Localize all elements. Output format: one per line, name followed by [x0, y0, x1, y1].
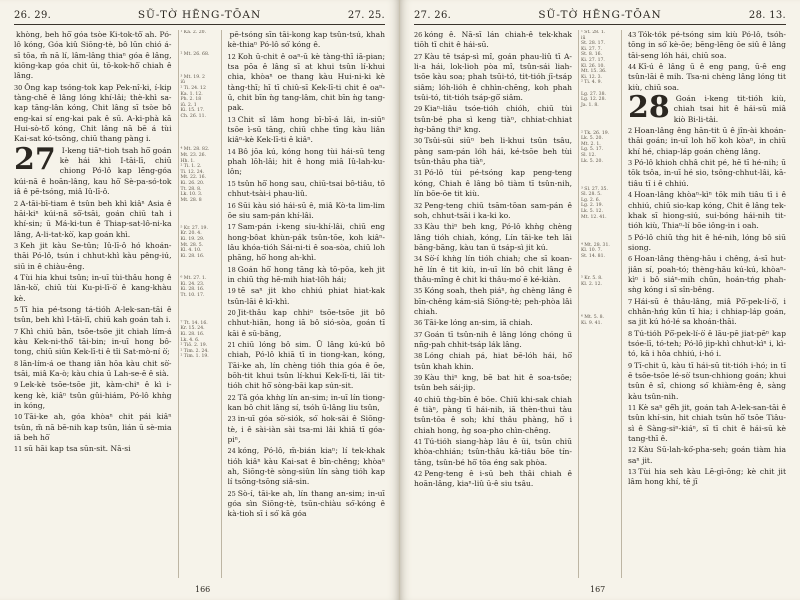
left-head-ref-start: 26. 29.: [14, 9, 52, 21]
verse-number: 19: [227, 287, 236, 296]
verse-number: 39: [414, 374, 423, 382]
verse-paragraph: [414, 330, 572, 351]
verse-text: Tāi-ke ah, góa khòaⁿ chit pái kiâⁿ tsûn, m̄ nā bē-nih kap tsûn, lián ū sè-mia iā beh hō͘: [14, 412, 172, 443]
verse-text: Sam-pán i-keng siu-khí-lâi, chiū eng hong-bôat khùn-pák tsûn-tōe, koh kiâⁿ-lâu khóa-tióh Sái-ni-ti ê soa-sòa, chiū loh phāng, hō͘ hong ah-khì.: [227, 222, 385, 263]
verse-text: Pó-lô khioh chhâ chit pé, hē tī hé-nih; ū tōk tsôa, in-uī hé sio, tsông-chhut-lâi, kā-tiâu tī i ê chhiú.: [628, 158, 786, 188]
verse-text: Kiaⁿ-liâu tsóe-tióh chióh, chiū tùi tsûn-bé pha sì keng tiàⁿ, chhiat-chhiat ǹg-bāng thiⁿ kng.: [414, 104, 572, 135]
verse-text: Chit sî lâm hong bī-bī-á lâi, in-siūⁿ tsōe ì-sū tāng, chiū chhe tīng kàu liân kiâⁿ-kè Kek-lī-ti ê kiâⁿ.: [227, 114, 385, 145]
verse-text: Peng-teng ê i-sū beh thâi chiah ê hoān-lâng, kiaⁿ-liû ū-ê siu tsâu.: [414, 469, 572, 489]
verse-text: in-uī góa sò͘-siók, só͘ hok-sāi ê Siōng-tè, i ê sài-iàn sài tsa-mi lâi khiā tī góa-piⁿ,: [227, 414, 385, 445]
verse-text: sū hāi kap tsa sūn-sit. Nā-si: [24, 444, 131, 454]
verse-paragraph: [228, 340, 386, 392]
verse-paragraph: [414, 201, 572, 222]
verse-paragraph: [14, 30, 172, 82]
verse-paragraph: [414, 469, 572, 490]
verse-number: 18: [227, 265, 236, 274]
verse-paragraph: [414, 437, 572, 468]
verse-text: Tùi hia seh kàu Lē-gì-ōng; kè chit jit lâm hong khí, tē jī: [628, 467, 786, 487]
verse-number: 11: [14, 445, 23, 454]
verse-number: 4: [14, 273, 19, 282]
verse-number: 20: [227, 308, 236, 317]
verse-paragraph: [414, 254, 572, 285]
verse-text: Hoan-lâng khòaⁿ-kìⁿ tōk mih tiâu tī i ê chhiú, chiū sio-kap kóng, Chit ê lâng tek-khak sī hiong-siú, sui-bóng hái-nih tit-tióh kiù, Thiaⁿ-lí bōe iông-in i oah.: [628, 190, 786, 231]
verse-text: Sò͘-í khǹg lín tióh chiah; che sī koan-hē lín ê tit kiù, in-uī lín bô chit lâng ê thâu-mîng ê chit ki thâu-mo͘ ē ké-kiàn.: [414, 254, 572, 284]
verse-number: 15: [227, 179, 236, 188]
verse-paragraph: [628, 403, 786, 444]
left-page-number: 166: [195, 585, 211, 594]
verse-text: kóng, Pó-lô, m̄-bián kiaⁿ; lí tek-khak tióh kiâⁿ kàu Kai-sat ê bīn-chêng; khòaⁿ ah, Siōng-tè sòng-siûn lín sàng tióh kap lí tsōng-tsōng siâ-sin.: [227, 446, 385, 487]
verse-number: 42: [414, 470, 423, 479]
left-head-rule: [14, 24, 385, 25]
verse-paragraph: [228, 446, 386, 487]
verse-paragraph: [414, 104, 572, 135]
verse-text: Kàu thiⁿ kng, bē bat hit ê soa-tsôe; tsûn beh sái-jip.: [414, 373, 572, 393]
verse-text: Tī hia pé-tsong tá-tióh A-lek-san-tāi ê tsûn, beh khì I-tāi-lī, chiū kah goán tah i.: [14, 304, 172, 325]
verse-number: 7: [14, 327, 19, 336]
verse-text: Sūi kàu sió hái-sū ê, miâ Kò-ta lim-lim ōe siu sam-pán khí-lâi.: [227, 200, 385, 220]
verse-number: 4: [628, 191, 633, 200]
verse-paragraph: [228, 115, 386, 146]
left-col2-verses: [228, 30, 386, 520]
verse-number: 13: [628, 468, 637, 477]
verse-number: 34: [414, 255, 423, 264]
left-col1-verses: [14, 30, 172, 145]
verse-paragraph: [628, 445, 786, 466]
verse-number: 16: [227, 201, 236, 210]
verse-text: Tók-tók pé-tsóng sim kiù Pó-lô, tsóh-tōng in só͘ kè-ōe; bēng-lēng ōe siû ê lâng tāi-seng lóh hái, chiū soa.: [628, 30, 786, 60]
verse-number: 32: [414, 201, 423, 210]
left-column-2: [228, 30, 386, 578]
right-running-head: [414, 8, 786, 22]
verse-number: 36: [414, 319, 423, 328]
verse-number: 21: [227, 340, 236, 349]
verse-paragraph: [628, 62, 786, 93]
verse-text: I-keng tiāⁿ-tioh tsah hō͘ goán kè hái khì I-tāi-lī, chiū chiong Pó-lô kap lēng-góa kúi-nā ê hoān-lâng, kau hō͘ Sè-pa-só-tok iâ ê pē-tsóng, miâ Iû-lī-ô.: [14, 145, 172, 197]
verse-text: Tāi-ke lóng an-sim, iā chiah.: [424, 318, 533, 328]
verse-number: 37: [414, 330, 423, 339]
verse-text: Khì chiū bān, tsōe-tsōe jit chiah lím-á kàu Kek-ni-thô͘ tāi-bin; in-uī hong bô-tong, chiū siûn Kek-lī-ti ê tîi Sat-mò-ní ò͘;: [14, 326, 172, 357]
left-head-ref-end: 27. 25.: [347, 9, 385, 21]
verse-number: 27: [414, 52, 423, 61]
verse-text: Peng-teng chiū tsām-tōan sam-pán ê soh, chhut-tsāi i ka-ki ko.: [414, 200, 572, 220]
verse-number: 9: [14, 381, 19, 390]
verse-number: 44: [628, 63, 637, 72]
verse-paragraph: [14, 83, 172, 145]
verse-number: 2: [628, 127, 633, 136]
verse-paragraph: [414, 395, 572, 436]
right-head-ref-end: 28. 13.: [748, 9, 786, 21]
verse-number: 41: [414, 438, 423, 447]
verse-number: 8: [14, 359, 19, 368]
verse-text: chiū lóng bô sim. Ū lâng kú-kú bô chiah, Pó-lô khiā tī in tiong-kan, kóng, Tāi-ke ah, lín chèng tióh thia góa ê ōe, bōh-tit khui tsûn lí-khui Kek-lī-ti, lāi tit-tióh chit hō͘ sòng-bāi kap sún-sit.: [227, 339, 385, 391]
verse-text: Hoan-lâng êng hān-tit ū ê jîn-ài khoán-thāi goán; in-uī loh hō͘ koh kòaⁿ, in chiū khí hé, chiap-láp goán chèng lâng.: [628, 126, 786, 156]
verse-paragraph: [628, 158, 786, 189]
verse-paragraph: [414, 222, 572, 253]
left-cross-references: ¹ Ka. 2. 20. ² Mt. 26. 68. ³ Mt. 19. 2 iū ² Ti. 24. 12 Ka. 1. 12. Ph. 2. 18 iū. 2. 1 Ki. 15. 17. Ch. 26. 11. ⁴ Mt. 28. 82. Mt. 23. 26. Hh. 1. ² Ti. 1. 2. Ti. 12. 24. Mt. 22. 16. Ki. 26. 20. Tt. 28. 8. Lk. 10. 3. Mt. 28. 8 ⁵ Kr. 27. 19. Kr. 20. 4. Ki. 19. 29. Mt. 28. 5. Kl. 4. 10. Ki. 28. 16. ⁶ Mt. 27. 1. Ki. 24. 23. Ki. 28. 16. Tt. 10. 17. ⁷ Tt. 14. 16. Kr. 15. 24. Ki. 28. 16. Lk. 4. 6. ² Tiō. 2. 19. ² Tim. 2. 24. ² Tim. 1. 19.: [178, 30, 222, 578]
verse-text: Lek-kè tsōe-tsōe jit, kàm-chiⁿ ê kì i-keng kè, kiâⁿ tsûn gûi-hiám, Pó-lô khǹg in kóng,: [14, 380, 172, 411]
verse-paragraph: [414, 136, 572, 167]
verse-text: Kàu tē tsáp-sì mî, goán phau-liû tī A-li-a hái, lok-lioh pòa mî, tsûn-sái liah-tsōe kàu soa; phah tsūi-tó, tit-tióh jī-tsáp siâm; lóh-lióh ê chhìn-chēng, koh phah tsûi-tó, tit-tióh tsáp-gō͘ siâm.: [414, 51, 572, 103]
verse-text: Koh ū-chit ê oaⁿ-ū kè tàng-thī iā-pian; tsa pōa ê lâng sī at khui tsûn lí-khui chia, khòaⁿ oe thang kàu Hui-ni-ki kè tàng-thī; hī tī chiû-sī Kek-lī-ti chit ê oaⁿ-ū, chit bīn ǹg tang-lâm, chit bīn ǹg tang-pak.: [227, 51, 385, 113]
verse-text: lān-lím-á oe thang iân hōa kàu chit sò͘-tsāi, miâ Ka-ò; kàu chia ū Lah-se-ē ê sià.: [14, 358, 172, 378]
right-column-2: [628, 30, 786, 578]
right-col2-verses: [628, 30, 786, 93]
verse-number: 26: [414, 31, 423, 39]
verse-paragraph: [414, 373, 572, 394]
verse-text: Hoan-lâng thèng-hāu i chêng, á-sī hut-jiân sí, poah-tó; thèng-hāu kú-kú, khòaⁿ-kìⁿ i bô siáⁿ-mih chūn, hoán-tńg phah-sǹg kóng i sī sîn-bêng.: [628, 254, 786, 295]
verse-number: 43: [628, 31, 637, 39]
verse-paragraph: [228, 52, 386, 114]
verse-number: 33: [414, 223, 423, 232]
verse-text: kóng ê. Nā-sī lán chiah-ê tek-khak tiōh tī chit ê hái-sū.: [414, 30, 572, 50]
verse-number: 13: [227, 115, 236, 124]
verse-paragraph: [228, 179, 386, 200]
verse-number: 2: [14, 199, 19, 208]
verse-text: A-tāi-bī-tiam ê tsûn beh khì kiâⁿ Asia ê hāi-kiⁿ kúi-nā sō͘-tsāi, goán chiū tah i khí-sin; ū Má-ki-tun ê Thiap-sat-lô-ni-ka lâng, A-li-tat-kò͘, kap goán khì.: [14, 198, 172, 239]
right-cross-references: ¹ St. 28. 1. iū St. 28. 17. Ki. 27. 7. St. 8. 16. Ki. 27. 17. Kl. 26. 10. Mt. 15. 36. Ki. 12. 3. ² Ti. 4. 9. Lg. 27. 38. Lg. 12. 28. Ja. 1. 8. ² Tk. 26. 19. Lk. 5. 20. Mt. 2. 1. Lg. 5. 17. Sl. 12. Lk. 5. 20. ³ Sl. 27. 35. Sl. 28. 5. Lg. 2. 6. Lg. 2. 19. Lk. 5. 12. Mt. 12. 41. ⁴ Mt. 28. 31. Kl. 10. 7. St. 14. 81. ⁵ Kr. 5. 8. Kl. 2. 12. ⁶ Mt. 5. 8. Ki. 9. 41.: [578, 30, 622, 578]
left-col1b-verses: [14, 141, 172, 455]
verse-text: Kàu thiⁿ beh kng, Pó-lô khǹg chèng lâng tióh chiah, kóng, Lín tāi-ke teh lāi bāng-bāng, kàu tan ū tsáp-sì jit kú.: [414, 222, 572, 252]
verse-paragraph: [14, 412, 172, 443]
verse-paragraph: [228, 201, 386, 222]
verse-number: 30: [414, 137, 423, 146]
verse-paragraph: [14, 444, 172, 454]
verse-text: Keh jit kàu Se-tûn; Iû-lī-ô hó khoán-thāi Pó-lô, tsún i chhut-khì kàu pêng-iú, siū in ê chiàu-êng.: [14, 240, 172, 271]
verse-paragraph: [414, 286, 572, 317]
chapter-number-27: 27: [14, 141, 56, 177]
verse-paragraph: [414, 351, 572, 372]
right-col1-verses: [414, 30, 572, 490]
verse-text: Kóng soah, theh piáⁿ, ǹg chèng lâng ê bīn-chêng kám-siā Siōng-tè; peh-phòa lâi chiah.: [414, 286, 572, 316]
right-col2b-verses: [628, 90, 786, 488]
verse-paragraph: [228, 147, 386, 178]
verse-paragraph: [228, 30, 386, 51]
verse-number: 31: [414, 169, 423, 178]
verse-number: 25: [227, 489, 236, 498]
verse-paragraph: [228, 489, 386, 520]
verse-paragraph: [14, 199, 172, 240]
verse-text: Pó-lô tùi pé-tsóng kap peng-teng kóng, Chiah ê lâng bô tiàm tī tsûn-nih, lín bōe-ōe tit kiù.: [414, 168, 572, 199]
verse-paragraph: [14, 241, 172, 272]
verse-text: Kî-ú ê lâng ū ê eng pang, ū-ê eng tsûn-lāi ê mih. Tsa-ni chèng lâng lóng tit kiù, chiū soa.: [628, 62, 786, 92]
verse-paragraph: [14, 327, 172, 358]
verse-text: Goán hō͘ hong tāng kà tō-pōa, keh jit in chiū tǹg hē-mih hiat-lōh hái;: [227, 264, 385, 284]
verse-paragraph: [414, 52, 572, 104]
verse-text: Tú-tióh Pō͘-pek-lí-ò͘ ê lāu-pē jiat-pēⁿ kap tsóe-lī, tó-teh; Pó-lô jip-khì chhut-kìⁿ i, kì-tó, kā i hôa chhiú, i-hó i.: [628, 328, 786, 359]
verse-paragraph: [414, 30, 572, 51]
verse-paragraph: [628, 126, 786, 157]
verse-paragraph: [628, 467, 786, 488]
verse-text: Kè saⁿ gê͘h jit, goán tah A-lek-san-tāi ê tsûn khí-sin, hit chiah tsûn hō͘ tsōe Tiâu-sì ê Sàng-siⁿ-kiáⁿ, sī tī chit ê hái-sū kè tang-thī ê.: [628, 403, 786, 444]
verse-paragraph: [228, 308, 386, 339]
verse-number: 5: [628, 233, 633, 242]
verse-paragraph: [628, 233, 786, 254]
verse-paragraph: [628, 361, 786, 402]
verse-paragraph: [228, 393, 386, 414]
verse-number: 8: [628, 329, 633, 338]
right-head-ref-start: 27. 26.: [414, 9, 452, 21]
left-head-title: SŨ-TÒ͘ HĒNG-TŌAN: [137, 9, 262, 21]
verse-paragraph: [14, 359, 172, 380]
verse-number: 11: [628, 404, 637, 413]
verse-number: 24: [227, 447, 236, 456]
verse-number: 14: [227, 147, 236, 156]
verse-text: Hái-sū ê thâu-lâng, miâ Pō͘-pek-lí-ò͘, i chhân-hńg kūn tī hia; i chhiap-láp goán, sa jit kú hó-lé sa khoán-thāi.: [628, 296, 786, 327]
verse-number: 10: [14, 413, 23, 422]
chapter-number-28: 28: [628, 90, 670, 126]
verse-paragraph: [628, 30, 786, 61]
verse-text: pē-tsóng sīn tāi-kong kap tsûn-tsú, khah kè-thiaⁿ Pó-lô só͘ kóng ê.: [227, 30, 385, 50]
verse-paragraph: [14, 380, 172, 411]
verse-number: 40: [414, 395, 423, 404]
verse-number: 3: [628, 159, 633, 168]
verse-paragraph: [414, 168, 572, 199]
verse-paragraph: [228, 414, 386, 445]
verse-text: tē saⁿ jit kho chhiú phiat hiat-kak tsûn-lāi ê kī-khì.: [227, 286, 385, 306]
right-head-rule: [414, 24, 786, 25]
verse-number: 35: [414, 287, 423, 296]
verse-number: 23: [227, 415, 236, 424]
verse-paragraph: [14, 273, 172, 304]
left-running-head: [14, 8, 385, 22]
verse-text: Goán tī tsûn-nih ê lâng lóng chóng ū nñg-pah chhit-tsáp lák lâng.: [414, 329, 572, 349]
verse-text: Jit-thâu kap chhiⁿ tsōe-tsōe jit bô chhut-hiān, hong iā bô sió-sòa, goán tī kāi ê sū-bāng,: [227, 307, 385, 338]
verse-number: 17: [227, 223, 236, 232]
verse-text: tsûn hō͘ hong sau, chiū-tsai bô-tiâu, tō chhut-tsài-i phau-liû.: [227, 178, 385, 199]
verse-number: 5: [14, 305, 19, 314]
verse-number: 12: [628, 446, 637, 455]
verse-text: Tā góa khǹg lín an-sim; in-uī lín tiong-kan bô chit lâng sí, tsóh ū-lâng liu tsûn,: [227, 392, 385, 413]
verse-number: 9: [628, 361, 633, 370]
verse-text: Tsûi-sūi siūⁿ beh li-khui tsûn tsâu, pàng sam-pán lóh hái, ké-tsōe beh tùi tsûn-thâu pha tiàⁿ,: [414, 136, 572, 167]
verse-number: 3: [14, 241, 19, 250]
verse-number: 12: [227, 52, 236, 61]
right-page: [400, 0, 800, 600]
left-column-1: [14, 30, 172, 578]
verse-text: Kàu Sū-lah-kó͘-pha-seh; goán tiàm hia saⁿ jit.: [628, 445, 786, 465]
verse-number: 7: [628, 297, 633, 306]
right-page-number: 167: [590, 585, 606, 594]
verse-text: Ông kap tsóng-tok kap Pek-nî-ki, í-kip tàng-chē ê lâng lóng khí-lâi; thè-khì sa-kap tāng-lân kóng, Chit lâng sī tsòe bô eng-kai sí eng-kai pak ê sū. A-ki-phà kā Hui-sò-tô͘ kóng, Chit lâng nā bē á tùi Kai-sat kó-tsōng, chiū thang pàng i.: [14, 82, 172, 144]
verse-text: khòng, beh hō͘ góa tsòe Ki-tok-tô͘ ah. Pó-lô kóng, Góa kiû Siōng-tè, bô lūn chió á-sī tōa, m̄ nā lí, lâm-lâng thiaⁿ góa ê lâng, kiōng-kap góa chit ūi, tō-kok-hô͘ chiah ê lâng.: [14, 30, 172, 81]
verse-paragraph: [628, 190, 786, 231]
verse-paragraph: [228, 286, 386, 307]
verse-text: Tī-chit ū, kàu tī hái-sū tit-tióh i-hó; in tī ē tsōe-tsōe lé-sò͘ tsun-chhiong goán; khui tsûn ê sî, chiong só͘ khiàm-êng ê, sàng kàu tsûn-nih.: [628, 360, 786, 401]
verse-paragraph: [14, 305, 172, 326]
verse-text: Sò-í, tāi-ke ah, lín thang an-sim; in-uī góa sìn Siōng-tè, tsūn-chiàu só͘-kóng ê kà-tioh sī i só͘ kā góa: [227, 488, 385, 519]
verse-number: 38: [414, 352, 423, 361]
right-column-1: [414, 30, 572, 578]
verse-paragraph: [628, 254, 786, 295]
verse-number: 22: [227, 393, 236, 402]
verse-text: Lóng chiah pá, hiat bē-lóh hái, hō͘ tsûn khah khin.: [414, 351, 572, 371]
verse-text: chiū tǹg-bīn ê bōe. Chiū khi-sak chiah ê tiàⁿ, pàng tī hái-nih, iā thèn-thui tàu tsûn-tōa ê soh; khí thâu phàng, hō͘ i chiah hong, ǹg soa-pho chìn-chêng.: [414, 394, 572, 435]
verse-paragraph: [228, 222, 386, 263]
right-head-title: SŨ-TÒ͘ HĒNG-TŌAN: [538, 9, 662, 21]
verse-number: 6: [628, 255, 633, 264]
verse-paragraph: [628, 297, 786, 328]
verse-text: Pó-lô chiū tǹg hit ê hé-nih, lóng bô siū siong.: [628, 232, 786, 252]
verse-text: Bô jōa kú, kóng hong tùi hái-sū teng phah lōh-lâi; hit ê hong miâ Iû-lah-ku-lôn;: [227, 146, 385, 177]
verse-number: 30: [14, 83, 23, 92]
verse-paragraph: [628, 329, 786, 360]
verse-paragraph: [414, 318, 572, 328]
right-columns: [414, 30, 786, 578]
verse-text: Tú-tióh siang-hàp lâu ê ūi, tsûn chiū khòa-chhián; tsûn-thâu kā-tiâu bōe tín-tāng, tsûn-bé hō͘ tōa éng sak phòa.: [414, 437, 572, 467]
verse-number: 29: [414, 105, 423, 114]
left-columns: [14, 30, 385, 578]
verse-text: Goán i-keng tit-tióh kiù, chiah tsai hit ê hái-sū miâ kiò Bi-li-tâi.: [673, 94, 786, 124]
verse-paragraph: [228, 265, 386, 286]
verse-text: Tùi hia khui tsûn; in-uī tùi-thâu hong ê lân-kò͘, chiū tùi Ku-pi-lī-ò͘ ê kang-khàu kè.: [14, 272, 172, 303]
